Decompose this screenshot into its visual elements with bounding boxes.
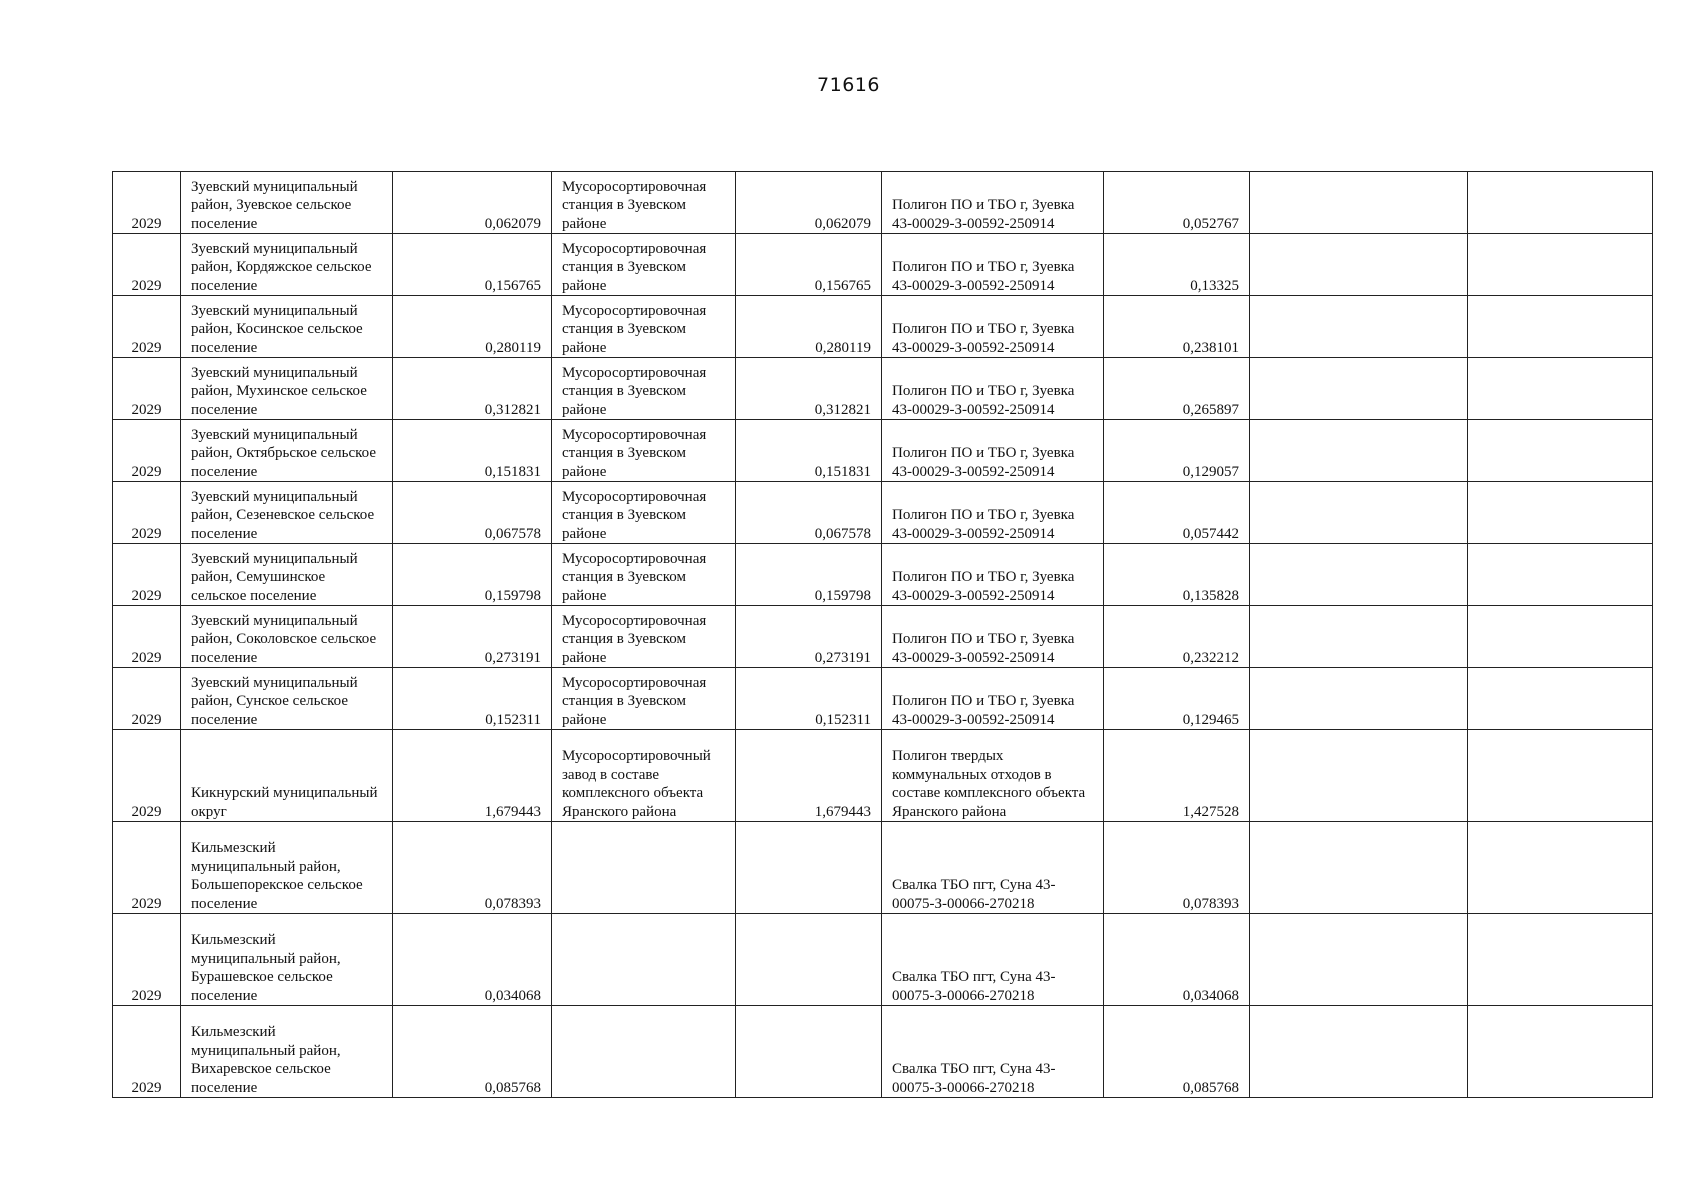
year-cell: 2029	[113, 482, 181, 544]
year-cell: 2029	[113, 606, 181, 668]
generated-mass-cell: 0,085768	[393, 1006, 552, 1098]
territory-cell: Зуевский муниципальный район, Мухинское сельское поселение	[181, 358, 393, 420]
empty-cell	[1468, 730, 1653, 822]
empty-cell	[1250, 234, 1468, 296]
processing-facility-cell: Мусоросортировочная станция в Зуевском районе	[552, 296, 736, 358]
processed-mass-cell: 0,280119	[736, 296, 882, 358]
disposal-site-cell: Полигон ПО и ТБО г, Зуевка 43-00029-З-00592-250914	[882, 358, 1104, 420]
generated-mass-cell: 0,312821	[393, 358, 552, 420]
empty-cell	[1250, 296, 1468, 358]
empty-cell	[1250, 482, 1468, 544]
page-number: 71616	[817, 74, 880, 96]
territory-cell: Зуевский муниципальный район, Соколовское сельское поселение	[181, 606, 393, 668]
empty-cell	[1468, 544, 1653, 606]
year-cell: 2029	[113, 234, 181, 296]
disposed-mass-cell: 0,052767	[1104, 172, 1250, 234]
processed-mass-cell	[736, 822, 882, 914]
territory-cell: Зуевский муниципальный район, Семушинское сельское поселение	[181, 544, 393, 606]
processed-mass-cell: 0,062079	[736, 172, 882, 234]
disposed-mass-cell: 0,13325	[1104, 234, 1250, 296]
empty-cell	[1250, 420, 1468, 482]
processing-facility-cell	[552, 1006, 736, 1098]
disposed-mass-cell: 0,129057	[1104, 420, 1250, 482]
processing-facility-cell	[552, 822, 736, 914]
processed-mass-cell: 0,156765	[736, 234, 882, 296]
empty-cell	[1468, 914, 1653, 1006]
disposal-site-cell: Свалка ТБО пгт, Суна 43-00075-З-00066-270218	[882, 914, 1104, 1006]
year-cell: 2029	[113, 172, 181, 234]
processed-mass-cell: 0,151831	[736, 420, 882, 482]
year-cell: 2029	[113, 420, 181, 482]
year-cell: 2029	[113, 730, 181, 822]
empty-cell	[1468, 172, 1653, 234]
empty-cell	[1250, 544, 1468, 606]
processing-facility-cell: Мусоросортировочная станция в Зуевском районе	[552, 358, 736, 420]
year-cell: 2029	[113, 296, 181, 358]
territory-cell: Зуевский муниципальный район, Кордяжское сельское поселение	[181, 234, 393, 296]
generated-mass-cell: 0,156765	[393, 234, 552, 296]
processed-mass-cell: 0,273191	[736, 606, 882, 668]
generated-mass-cell: 0,151831	[393, 420, 552, 482]
generated-mass-cell: 0,078393	[393, 822, 552, 914]
disposal-site-cell: Полигон ПО и ТБО г, Зуевка 43-00029-З-00592-250914	[882, 172, 1104, 234]
year-cell: 2029	[113, 668, 181, 730]
empty-cell	[1250, 668, 1468, 730]
table-row	[113, 914, 1653, 1006]
empty-cell	[1468, 358, 1653, 420]
waste-flow-table	[112, 171, 1653, 1098]
processing-facility-cell: Мусоросортировочный завод в составе комплексного объекта Яранского района	[552, 730, 736, 822]
disposal-site-cell: Свалка ТБО пгт, Суна 43-00075-З-00066-270218	[882, 822, 1104, 914]
disposal-site-cell: Полигон ПО и ТБО г, Зуевка 43-00029-З-00592-250914	[882, 234, 1104, 296]
empty-cell	[1250, 730, 1468, 822]
territory-cell: Кикнурский муниципальный округ	[181, 730, 393, 822]
table-row	[113, 234, 1653, 296]
processed-mass-cell: 1,679443	[736, 730, 882, 822]
table-row	[113, 296, 1653, 358]
territory-cell: Кильмезский муниципальный район, Большепорекское сельское поселение	[181, 822, 393, 914]
disposal-site-cell: Полигон ПО и ТБО г, Зуевка 43-00029-З-00592-250914	[882, 296, 1104, 358]
disposal-site-cell: Полигон ПО и ТБО г, Зуевка 43-00029-З-00592-250914	[882, 544, 1104, 606]
empty-cell	[1250, 358, 1468, 420]
processed-mass-cell	[736, 914, 882, 1006]
empty-cell	[1250, 822, 1468, 914]
disposal-site-cell: Полигон ПО и ТБО г, Зуевка 43-00029-З-00592-250914	[882, 668, 1104, 730]
table-row	[113, 420, 1653, 482]
processed-mass-cell: 0,312821	[736, 358, 882, 420]
territory-cell: Зуевский муниципальный район, Косинское сельское поселение	[181, 296, 393, 358]
processing-facility-cell: Мусоросортировочная станция в Зуевском районе	[552, 234, 736, 296]
disposed-mass-cell: 0,265897	[1104, 358, 1250, 420]
processing-facility-cell: Мусоросортировочная станция в Зуевском районе	[552, 606, 736, 668]
processing-facility-cell: Мусоросортировочная станция в Зуевском районе	[552, 544, 736, 606]
territory-cell: Кильмезский муниципальный район, Бурашевское сельское поселение	[181, 914, 393, 1006]
processing-facility-cell: Мусоросортировочная станция в Зуевском районе	[552, 482, 736, 544]
disposal-site-cell: Свалка ТБО пгт, Суна 43-00075-З-00066-270218	[882, 1006, 1104, 1098]
year-cell: 2029	[113, 914, 181, 1006]
empty-cell	[1468, 420, 1653, 482]
disposed-mass-cell: 0,238101	[1104, 296, 1250, 358]
territory-cell: Зуевский муниципальный район, Сезеневское сельское поселение	[181, 482, 393, 544]
disposed-mass-cell: 0,057442	[1104, 482, 1250, 544]
processing-facility-cell	[552, 914, 736, 1006]
processing-facility-cell: Мусоросортировочная станция в Зуевском районе	[552, 420, 736, 482]
table-row	[113, 822, 1653, 914]
generated-mass-cell: 1,679443	[393, 730, 552, 822]
disposed-mass-cell: 0,129465	[1104, 668, 1250, 730]
disposal-site-cell: Полигон ПО и ТБО г, Зуевка 43-00029-З-00592-250914	[882, 482, 1104, 544]
table-row	[113, 668, 1653, 730]
empty-cell	[1250, 172, 1468, 234]
empty-cell	[1468, 668, 1653, 730]
disposal-site-cell: Полигон ПО и ТБО г, Зуевка 43-00029-З-00592-250914	[882, 420, 1104, 482]
empty-cell	[1250, 914, 1468, 1006]
table-row	[113, 172, 1653, 234]
processed-mass-cell: 0,067578	[736, 482, 882, 544]
table-row	[113, 544, 1653, 606]
disposed-mass-cell: 0,232212	[1104, 606, 1250, 668]
territory-cell: Зуевский муниципальный район, Октябрьское сельское поселение	[181, 420, 393, 482]
empty-cell	[1250, 606, 1468, 668]
generated-mass-cell: 0,034068	[393, 914, 552, 1006]
disposed-mass-cell: 0,078393	[1104, 822, 1250, 914]
empty-cell	[1468, 606, 1653, 668]
generated-mass-cell: 0,152311	[393, 668, 552, 730]
disposed-mass-cell: 0,085768	[1104, 1006, 1250, 1098]
table-row	[113, 730, 1653, 822]
empty-cell	[1468, 296, 1653, 358]
disposal-site-cell: Полигон ПО и ТБО г, Зуевка 43-00029-З-00592-250914	[882, 606, 1104, 668]
empty-cell	[1468, 482, 1653, 544]
disposed-mass-cell: 0,135828	[1104, 544, 1250, 606]
empty-cell	[1468, 234, 1653, 296]
table-row	[113, 482, 1653, 544]
territory-cell: Кильмезский муниципальный район, Вихаревское сельское поселение	[181, 1006, 393, 1098]
table-row	[113, 358, 1653, 420]
generated-mass-cell: 0,273191	[393, 606, 552, 668]
processing-facility-cell: Мусоросортировочная станция в Зуевском районе	[552, 668, 736, 730]
disposed-mass-cell: 1,427528	[1104, 730, 1250, 822]
generated-mass-cell: 0,062079	[393, 172, 552, 234]
disposal-site-cell: Полигон твердых коммунальных отходов в составе комплексного объекта Яранского района	[882, 730, 1104, 822]
processing-facility-cell: Мусоросортировочная станция в Зуевском районе	[552, 172, 736, 234]
empty-cell	[1468, 1006, 1653, 1098]
processed-mass-cell: 0,152311	[736, 668, 882, 730]
table-row	[113, 1006, 1653, 1098]
territory-cell: Зуевский муниципальный район, Зуевское сельское поселение	[181, 172, 393, 234]
year-cell: 2029	[113, 822, 181, 914]
generated-mass-cell: 0,159798	[393, 544, 552, 606]
year-cell: 2029	[113, 358, 181, 420]
processed-mass-cell: 0,159798	[736, 544, 882, 606]
table-row	[113, 606, 1653, 668]
year-cell: 2029	[113, 544, 181, 606]
year-cell: 2029	[113, 1006, 181, 1098]
disposed-mass-cell: 0,034068	[1104, 914, 1250, 1006]
empty-cell	[1468, 822, 1653, 914]
generated-mass-cell: 0,067578	[393, 482, 552, 544]
empty-cell	[1250, 1006, 1468, 1098]
generated-mass-cell: 0,280119	[393, 296, 552, 358]
processed-mass-cell	[736, 1006, 882, 1098]
territory-cell: Зуевский муниципальный район, Сунское сельское поселение	[181, 668, 393, 730]
